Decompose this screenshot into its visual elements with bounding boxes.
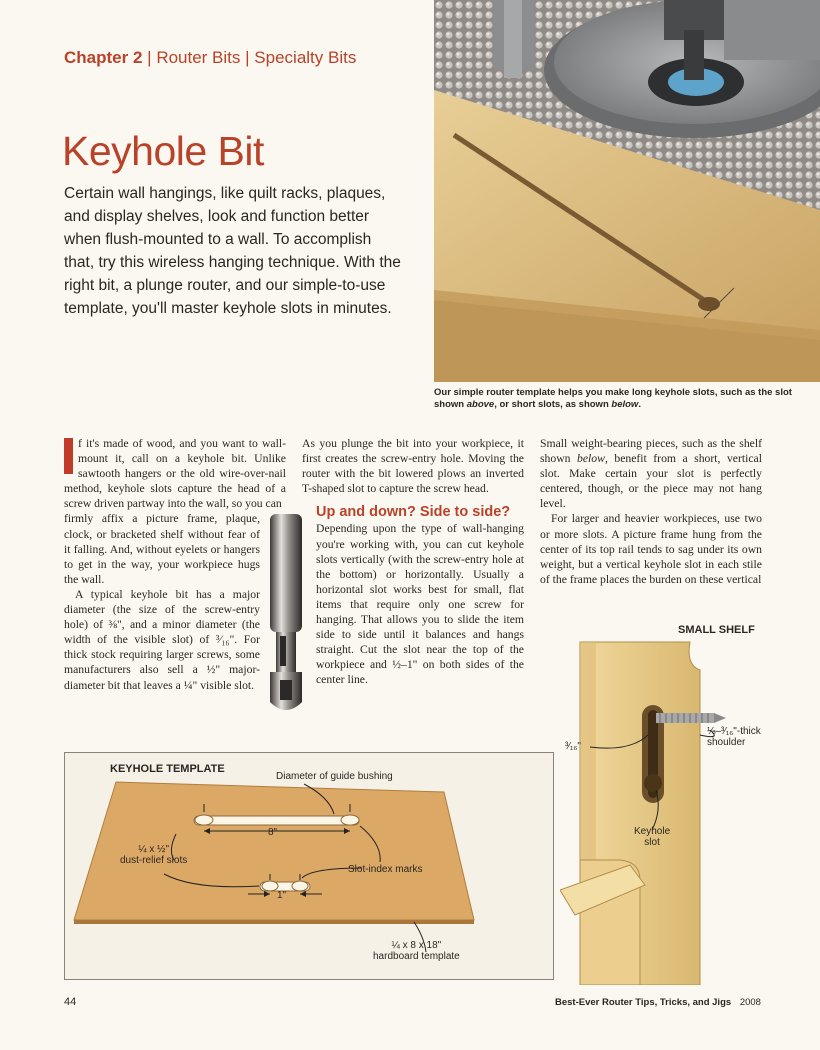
dropcap-bar <box>64 438 73 474</box>
caption-emphasis: below <box>611 399 639 410</box>
body-paragraph <box>540 436 762 511</box>
chapter-header <box>64 48 356 68</box>
body-paragraph: A typical keyhole bit has a major diameter (the size of the screw-entry hole) of ⅜", and a minor diameter (the width of the visible slot) of ³⁄₁₆". For thick stock requiring larger screws, some manufacturers also sell a ½" major-diameter bit that leaves a ¼" visible slot. <box>64 587 260 692</box>
page-title: Keyhole Bit <box>62 128 264 174</box>
shelf-label: SMALL SHELF <box>678 624 755 636</box>
caption-text: Our simple router template helps you make long keyhole slots, such as the slot shown <box>434 387 792 410</box>
shelf-keyhole-label <box>634 826 670 848</box>
body-paragraph: As you plunge the bit into your workpiece, it first creates the screw-entry hole. Moving the router with the bit lowered plows an inverted T-shaped slot to capture the screw head. <box>302 437 524 496</box>
template-title: KEYHOLE TEMPLATE <box>110 763 225 775</box>
caption-text: . <box>638 399 641 410</box>
router-photo-illustration <box>434 0 820 382</box>
body-text: f it's made of wood, and you want to wall-mount it, call on a keyhole bit. Unlike sawtooth hangers or the old wire-over-nail method, keyhole slots capture the head of a screw driven partway into the wall, so you can <box>64 437 286 511</box>
body-column-2 <box>302 436 524 688</box>
hardboard-label <box>373 940 460 962</box>
callout-line: hardboard template <box>373 951 460 962</box>
body-paragraph <box>64 436 286 511</box>
shelf-drawing <box>560 640 810 985</box>
section-name: Router Bits <box>156 48 241 67</box>
relief-slots-label <box>120 844 187 866</box>
callout-line: slot <box>644 837 660 848</box>
caption-text: , or short slots, as shown <box>494 399 612 410</box>
body-text: , benefit from a short, vertical slot. Make certain your slot is perfectly centered, though, or the piece may not hang level. <box>540 452 762 511</box>
body-column-1 <box>64 436 286 693</box>
index-marks-label: Slot-index marks <box>348 864 423 875</box>
body-column-3 <box>540 436 762 587</box>
body-text: Small weight-bearing pieces, such as the shelf shown <box>540 437 762 466</box>
body-paragraph: Depending upon the type of wall-hanging you're working with, you can cut keyhole slots vertically (with the screw-entry hole at the bottom) or horizontally. Usually a horizontal slot works best for small, flat items that require only one screw for hanging. That allows you to slide the item side to side until it balances and hangs straight. Cut the slot near the top of the workpiece and ½–1" on both sides of the center line. <box>316 522 524 687</box>
book-title: Best-Ever Router Tips, Tricks, and Jigs <box>555 997 732 1008</box>
header-separator: | <box>245 48 250 67</box>
subsection-name: Specialty Bits <box>254 48 357 67</box>
template-drawing <box>64 752 554 980</box>
guide-bushing-label: Diameter of guide bushing <box>276 771 393 782</box>
intro-paragraph: Certain wall hangings, like quilt racks, plaques, and display shelves, look and function better when flush-mounted to a wall. To accomplish that, try this wireless hanging technique. With the right bit, a plunge router, and our simple-to-use template, you'll master keyhole slots in minutes. <box>64 185 401 317</box>
router-photo <box>434 0 820 382</box>
dim-8-label: 8" <box>268 827 278 838</box>
body-emphasis: below <box>577 452 605 466</box>
page-number: 44 <box>64 996 77 1008</box>
shelf-dim-left: ³⁄₁₆" <box>565 741 581 752</box>
callout-line: Keyhole <box>634 826 671 837</box>
running-footer <box>555 997 761 1008</box>
body-paragraph: firmly affix a picture frame, plaque, clock, or bracketed shelf without fear of it falling. And, without eyelets or hangers to get in the way, your workpiece hugs the wall. <box>64 512 260 586</box>
header-separator: | <box>147 48 152 67</box>
callout-line: dust-relief slots <box>120 855 188 866</box>
body-paragraph: For larger and heavier workpieces, use two or more slots. A picture frame hung from the center of its top rail tends to sag under its own weight, but a vertical keyhole slot in each stile of the frame places the burden on these vertical <box>540 512 762 586</box>
callout-line: ⅛–³⁄₁₆"-thick <box>707 726 761 737</box>
photo-caption <box>434 387 804 411</box>
callout-line: ¼ x ½" <box>138 844 170 855</box>
book-year: 2008 <box>739 997 761 1008</box>
chapter-number: Chapter 2 <box>64 48 143 67</box>
shelf-illustration <box>560 640 810 985</box>
dim-1-label: 1" <box>277 890 287 901</box>
callout-line: ¼ x 8 x 18" <box>391 940 442 951</box>
callout-line: shoulder <box>707 737 746 748</box>
caption-emphasis: above <box>466 399 495 410</box>
subhead: Up and down? Side to side? <box>316 504 511 521</box>
shelf-shoulder-label <box>707 726 761 748</box>
